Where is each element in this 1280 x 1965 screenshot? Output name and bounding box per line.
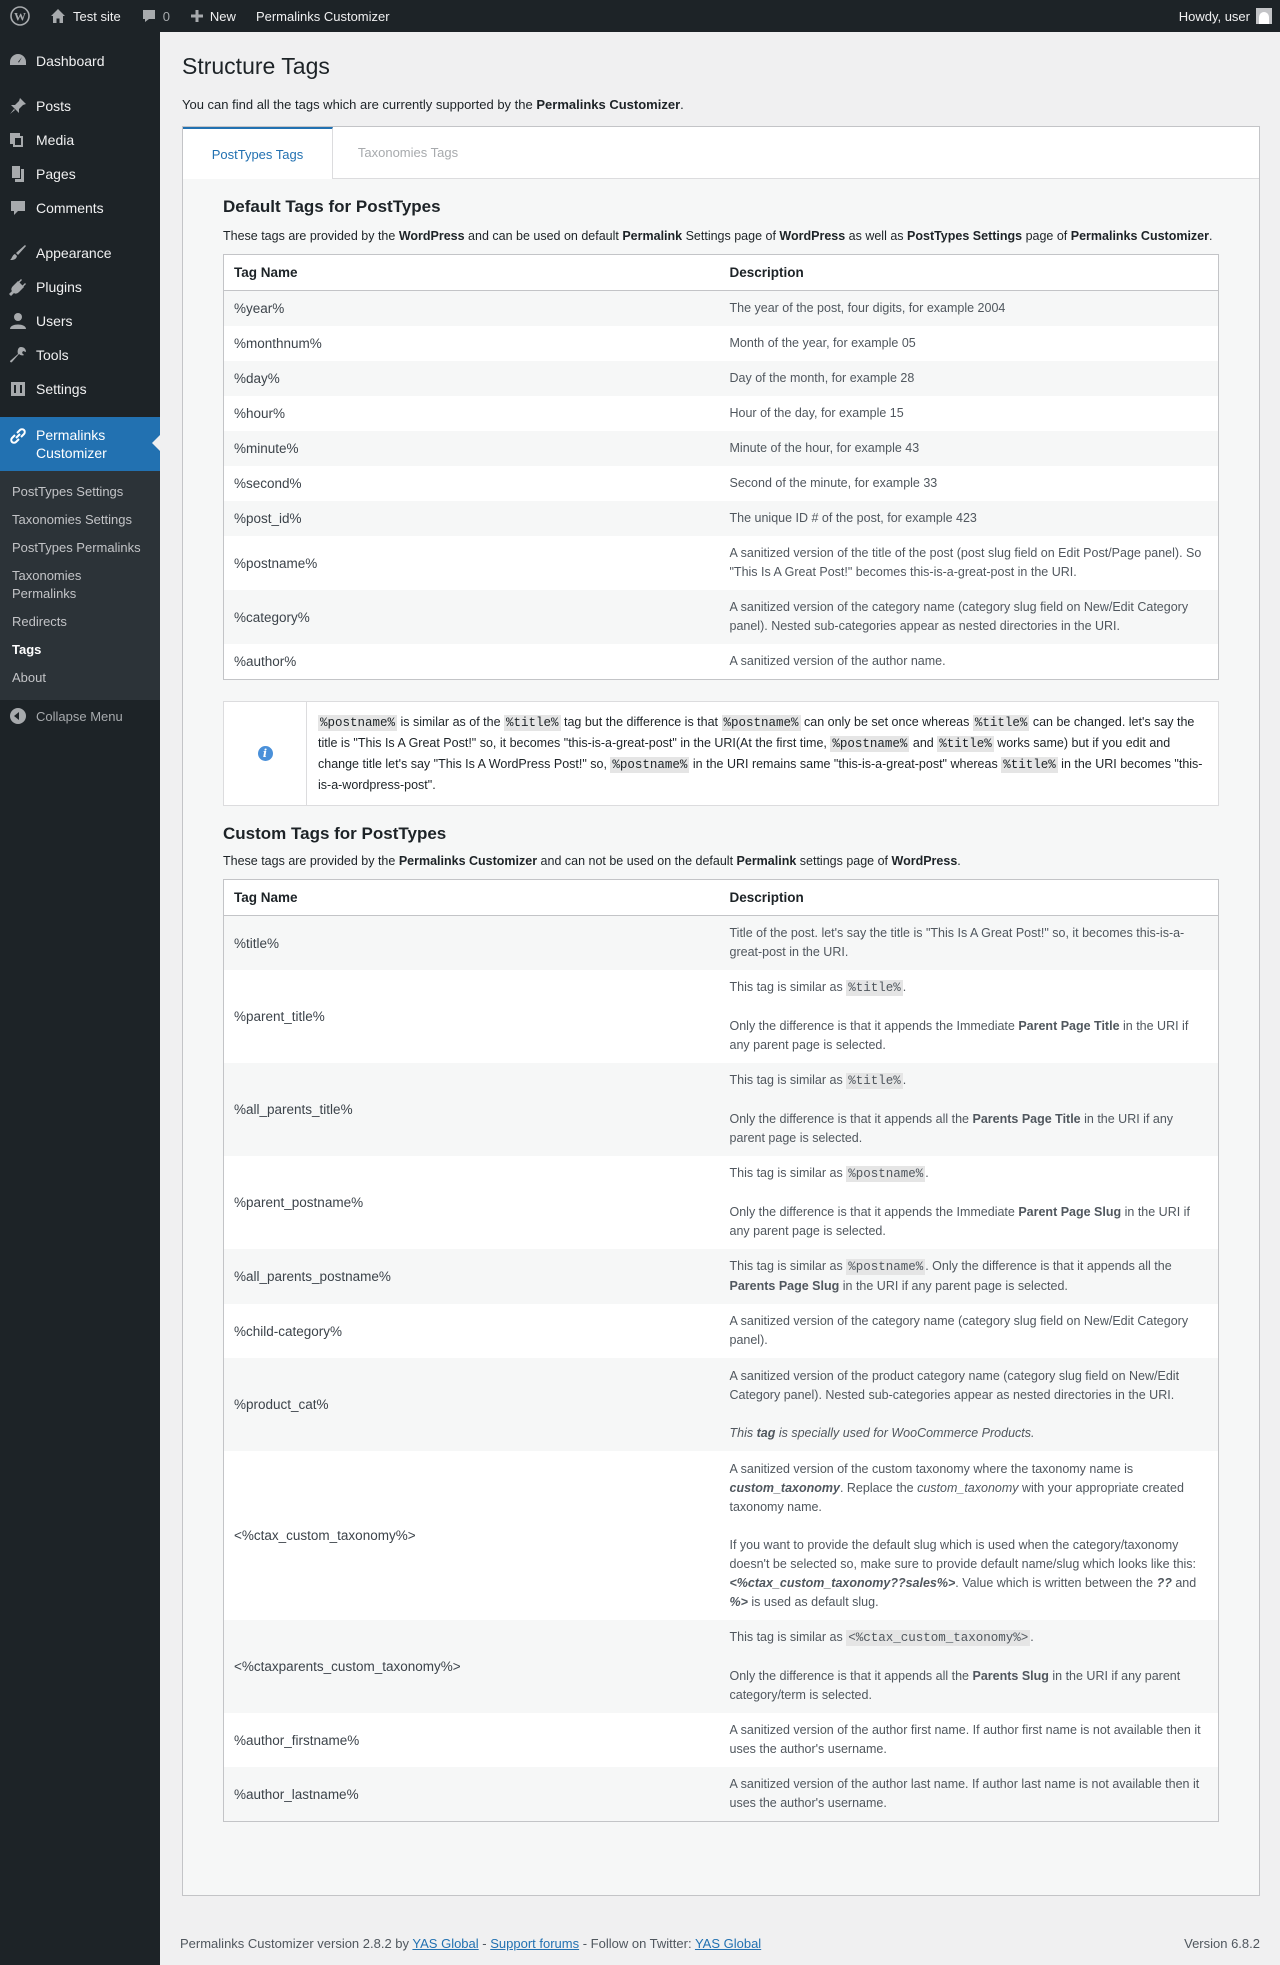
tag-desc-cell: Second of the minute, for example 33 xyxy=(729,476,938,490)
thumbtack-icon xyxy=(8,96,28,116)
menu-separator xyxy=(0,225,160,236)
table-row xyxy=(224,396,1219,431)
yas-global-link[interactable]: YAS Global xyxy=(412,1936,479,1951)
howdy-label: Howdy, user xyxy=(1178,8,1250,24)
desc-bold: Permalinks Customizer xyxy=(1070,229,1209,243)
tag-name-cell: %author_lastname% xyxy=(224,1767,720,1822)
desc-text: in the URI if any parent page is selected. xyxy=(839,1279,1068,1293)
submenu-redirects[interactable]: Redirects xyxy=(12,614,67,629)
table-row xyxy=(224,361,1219,396)
footer-text: - xyxy=(478,1936,491,1951)
menu-comments[interactable] xyxy=(0,191,160,225)
desc-text: in the URI if any parent page is selected. xyxy=(729,1205,1190,1238)
menu-posts[interactable] xyxy=(0,89,160,123)
column-header-description: Description xyxy=(720,880,1219,916)
desc-text: This tag is similar as xyxy=(729,1630,847,1644)
tag-name-cell: %day% xyxy=(224,361,720,396)
tag-desc-cell: A sanitized version of the category name (category slug field on New/Edit Category panel). Nested sub-categories appear as nested directories in the URI. xyxy=(720,590,1219,644)
tag-desc-cell: The year of the post, four digits, for example 2004 xyxy=(720,291,1219,327)
tag-desc-cell: Day of the month, for example 28 xyxy=(720,361,1219,396)
table-row xyxy=(224,501,1219,536)
intro-bold: Permalinks Customizer xyxy=(536,97,681,112)
wordpress-logo-icon[interactable] xyxy=(0,0,40,32)
tab-posttypes-tags[interactable]: PostTypes Tags xyxy=(183,127,333,179)
tag-desc-cell xyxy=(720,1451,1219,1620)
tag-name-cell: %hour% xyxy=(234,406,286,421)
desc-text: Only the difference is that it appends all the xyxy=(729,1669,973,1683)
desc-text: . xyxy=(1030,1630,1034,1644)
media-icon xyxy=(8,130,28,150)
table-row xyxy=(224,1063,1219,1156)
dashboard-icon xyxy=(8,51,28,71)
tag-name-cell: %author% xyxy=(234,654,297,669)
desc-bold: Parents Slug xyxy=(972,1669,1049,1683)
table-row xyxy=(224,536,1219,590)
footer-credit xyxy=(180,1936,761,1951)
tag-desc-cell: A sanitized version of the category name (category slug field on New/Edit Category panel). xyxy=(729,1314,1189,1347)
submenu-taxonomies-permalinks[interactable] xyxy=(0,562,160,608)
desc-text: and can not be used on the default xyxy=(537,854,737,868)
note-fragment: works same) but if you edit and change title let's say "This Is A WordPress Post!" so, xyxy=(318,736,1171,771)
default-tags-description xyxy=(223,227,1219,245)
desc-text: Only the difference is that it appends the Immediate xyxy=(729,1205,1019,1219)
desc-text: This xyxy=(729,1425,757,1440)
menu-settings[interactable] xyxy=(0,372,160,406)
plus-icon xyxy=(190,9,204,23)
menu-appearance[interactable] xyxy=(0,236,160,270)
desc-bold-italic: <%ctax_custom_taxonomy??sales%> xyxy=(729,1575,956,1590)
code-postname: %postname% xyxy=(723,716,799,730)
menu-tools[interactable] xyxy=(0,338,160,372)
tag-name-cell: %parent_postname% xyxy=(234,1195,364,1210)
tag-desc-cell: A sanitized version of the title of the post (post slug field on Edit Post/Page panel). So "This Is A Great Post!" becomes this-is-a-great-post in the URI. xyxy=(729,546,1202,579)
submenu-taxonomies-permalinks-line2: Permalinks xyxy=(12,586,77,601)
new-content-link[interactable] xyxy=(180,0,246,32)
table-row xyxy=(224,916,1219,971)
tag-name-cell: %postname% xyxy=(234,555,318,571)
intro-end: . xyxy=(680,97,684,112)
desc-text: . xyxy=(902,1073,907,1087)
avatar xyxy=(1256,8,1272,24)
note-fragment: in the URI becomes "this-is-a-wordpress-post". xyxy=(318,757,1203,792)
column-header-tag-name: Tag Name xyxy=(224,255,720,291)
desc-text: A sanitized version of the product category name (category slug field on New/Edit Category panel). Nested sub-categories appear as nested directories in the URI. xyxy=(729,1368,1180,1402)
note-fragment: tag but the difference is that xyxy=(560,715,722,729)
custom-tags-heading: Custom Tags for PostTypes xyxy=(223,824,447,843)
tag-name-cell: %child-category% xyxy=(234,1323,343,1339)
desc-italic: custom_taxonomy xyxy=(917,1480,1019,1495)
note-text xyxy=(307,702,1218,805)
submenu-posttypes-permalinks[interactable]: PostTypes Permalinks xyxy=(12,540,141,555)
note-fragment: is similar as of the xyxy=(397,715,504,729)
menu-media-label: Media xyxy=(36,132,75,148)
custom-tags-description xyxy=(223,852,1219,870)
submenu-posttypes-settings[interactable]: PostTypes Settings xyxy=(12,484,124,499)
tag-name-cell: <%ctax_custom_taxonomy%> xyxy=(234,1528,416,1543)
desc-bold: WordPress xyxy=(891,854,958,868)
tags-panel xyxy=(182,126,1260,1896)
tag-desc-cell: A sanitized version of the author name. xyxy=(729,654,946,668)
site-name-label: Test site xyxy=(73,8,121,24)
code-title: %title% xyxy=(974,716,1028,730)
tag-name-cell: %all_parents_postname% xyxy=(224,1249,720,1304)
tag-name-cell: %monthnum% xyxy=(234,336,322,351)
desc-bold: Parent Page Title xyxy=(1018,1019,1120,1033)
desc-bold: tag xyxy=(756,1425,776,1440)
menu-dashboard-label: Dashboard xyxy=(36,53,105,69)
desc-text: This tag is similar as xyxy=(729,980,847,994)
desc-text: This tag is similar as xyxy=(729,1259,847,1273)
menu-permalinks-customizer[interactable] xyxy=(0,417,160,471)
desc-text: . xyxy=(902,980,907,994)
permalinks-customizer-label: Permalinks Customizer xyxy=(255,8,390,24)
code-tag: %postname% xyxy=(848,1167,924,1181)
desc-bold: PostTypes Settings xyxy=(907,229,1023,243)
collapse-menu-button[interactable] xyxy=(0,700,160,732)
code-title: %title% xyxy=(939,737,992,751)
postname-note xyxy=(223,701,1219,806)
desc-text: A sanitized version of the custom taxonomy where the taxonomy name is xyxy=(729,1461,1134,1476)
site-name-link[interactable] xyxy=(40,0,131,32)
menu-current-label-line2: Customizer xyxy=(36,445,107,461)
tag-name-cell: %year% xyxy=(224,291,720,327)
tag-desc-cell: Title of the post. let's say the title is "This Is A Great Post!" so, it becomes this-is-a-great-post in the URI. xyxy=(720,916,1219,971)
desc-text: page of xyxy=(1022,229,1071,243)
table-row xyxy=(224,1304,1219,1358)
current-menu-arrow xyxy=(152,435,160,451)
tag-desc-cell xyxy=(720,1156,1219,1249)
note-fragment: in the URI remains same "this-is-a-great-post" whereas xyxy=(689,757,1002,771)
menu-users-label: Users xyxy=(36,313,73,329)
desc-text: is specially used for WooCommerce Products. xyxy=(775,1425,1035,1440)
code-tag: %title% xyxy=(848,1074,901,1088)
desc-text: in the URI if any parent page is selected. xyxy=(729,1019,1189,1052)
tag-desc-cell xyxy=(720,1358,1219,1451)
tag-name-cell: %title% xyxy=(224,916,720,971)
note-icon-column xyxy=(224,702,307,805)
table-row xyxy=(224,291,1219,327)
desc-bold-italic: %> xyxy=(729,1594,748,1609)
submenu-tags[interactable]: Tags xyxy=(12,642,42,657)
default-tags-table xyxy=(223,254,1219,680)
desc-text: If you want to provide the default slug which is used when the category/taxonomy doesn't be selected so, make sure to provide default name/slug which looks like this: xyxy=(729,1537,1197,1571)
submenu-taxonomies-permalinks-line1: Taxonomies xyxy=(12,568,82,583)
tag-name-cell: %all_parents_title% xyxy=(224,1063,720,1156)
table-row xyxy=(224,1767,1219,1822)
desc-text: settings page of xyxy=(796,854,892,868)
twitter-yas-global-link[interactable]: YAS Global xyxy=(694,1936,762,1951)
desc-text: Only the difference is that it appends all the xyxy=(729,1112,973,1126)
comments-link[interactable] xyxy=(131,0,180,32)
tag-desc-cell xyxy=(720,1620,1219,1713)
desc-bold: Parent Page Slug xyxy=(1018,1205,1122,1219)
new-label: New xyxy=(209,8,236,24)
main-content xyxy=(182,32,1258,1896)
desc-text: These tags are provided by the xyxy=(223,854,399,868)
desc-text: in the URI if any parent page is selected. xyxy=(729,1112,1174,1145)
user-icon xyxy=(8,311,28,331)
note-fragment: can only be set once whereas xyxy=(800,715,973,729)
menu-media[interactable] xyxy=(0,123,160,157)
menu-appearance-label: Appearance xyxy=(36,245,112,261)
table-row xyxy=(224,431,1219,466)
tag-desc-cell xyxy=(720,970,1219,1063)
tag-desc-cell: A sanitized version of the author last name. If author last name is not available then it uses the author's username. xyxy=(720,1767,1219,1822)
desc-text: Only the difference is that it appends the Immediate xyxy=(729,1019,1019,1033)
table-row xyxy=(224,466,1219,501)
code-postname: %postname% xyxy=(320,716,396,730)
desc-bold: Parents Page Title xyxy=(972,1112,1081,1126)
table-row xyxy=(224,1713,1219,1767)
menu-plugins[interactable] xyxy=(0,270,160,304)
tag-name-cell: %author_firstname% xyxy=(234,1732,360,1748)
custom-tags-table xyxy=(223,879,1219,1822)
wordpress-version: Version 6.8.2 xyxy=(1184,1936,1260,1951)
menu-separator xyxy=(0,78,160,89)
page-title: Structure Tags xyxy=(182,53,330,79)
code-postname: %postname% xyxy=(832,737,908,751)
menu-permalinks-customizer-label xyxy=(36,426,107,462)
tag-name-cell: <%ctaxparents_custom_taxonomy%> xyxy=(224,1620,720,1713)
desc-text: Settings page of xyxy=(682,229,780,243)
tag-name-cell: %minute% xyxy=(224,431,720,466)
tab-bar xyxy=(183,127,1259,179)
menu-comments-label: Comments xyxy=(36,200,104,216)
plugin-icon xyxy=(8,277,28,297)
desc-text: as well as xyxy=(845,229,908,243)
tag-name-cell: %parent_title% xyxy=(234,1009,325,1024)
page-intro xyxy=(182,97,1258,112)
admin-footer xyxy=(180,1936,1260,1951)
pages-icon xyxy=(8,164,28,184)
menu-current-label-line1: Permalinks xyxy=(36,427,106,443)
tag-desc-cell xyxy=(720,1063,1219,1156)
comments-icon xyxy=(8,198,28,218)
table-row xyxy=(224,970,1219,1063)
submenu-about[interactable]: About xyxy=(12,670,46,685)
info-icon: i xyxy=(258,746,273,761)
column-header-tag-name: Tag Name xyxy=(224,880,720,916)
code-tag: %postname% xyxy=(848,1260,924,1274)
tag-desc-cell: Month of the year, for example 05 xyxy=(729,336,916,350)
desc-text: . Replace the xyxy=(839,1480,918,1495)
table-header-row xyxy=(224,255,1219,291)
tag-desc-cell: Hour of the day, for example 15 xyxy=(729,406,904,420)
column-header-description: Description xyxy=(720,255,1219,291)
desc-text: . xyxy=(957,854,961,868)
footer-text: Permalinks Customizer version 2.8.2 by xyxy=(180,1936,413,1951)
collapse-arrow-icon xyxy=(10,708,26,724)
note-fragment: and xyxy=(909,736,938,750)
submenu-taxonomies-settings[interactable]: Taxonomies Settings xyxy=(12,512,132,527)
menu-pages-label: Pages xyxy=(36,166,76,182)
code-tag: <%ctax_custom_taxonomy%> xyxy=(848,1631,1029,1645)
table-row xyxy=(224,1620,1219,1713)
desc-text: . xyxy=(1209,229,1213,243)
comment-bubble-icon xyxy=(141,8,157,24)
svg-text:W: W xyxy=(14,9,26,24)
tag-name-cell: %category% xyxy=(224,590,720,644)
tag-desc-cell: Minute of the hour, for example 43 xyxy=(720,431,1219,466)
admin-bar xyxy=(0,0,1280,32)
link-icon xyxy=(8,426,28,446)
table-row xyxy=(224,1451,1219,1620)
tag-desc-cell: A sanitized version of the author first name. If author first name is not available then it uses the author's username. xyxy=(729,1723,1201,1756)
desc-text: in the URI if any parent category/term is selected. xyxy=(729,1669,1181,1702)
desc-bold: Parents Page Slug xyxy=(729,1279,840,1293)
desc-text: This tag is similar as xyxy=(729,1073,847,1087)
tag-desc-cell xyxy=(720,1249,1219,1304)
intro-text: You can find all the tags which are currently supported by the xyxy=(182,97,537,112)
desc-bold: Permalink xyxy=(622,229,683,243)
settings-sliders-icon xyxy=(8,379,28,399)
code-title: %title% xyxy=(506,716,559,730)
admin-menu xyxy=(0,32,160,732)
wrench-icon xyxy=(8,345,28,365)
menu-settings-label: Settings xyxy=(36,381,87,397)
desc-text: with your appropriate created taxonomy name. xyxy=(729,1480,1184,1514)
menu-pages[interactable] xyxy=(0,157,160,191)
desc-bold: WordPress xyxy=(779,229,846,243)
collapse-menu-label: Collapse Menu xyxy=(36,708,123,724)
footer-text: - Follow on Twitter: xyxy=(579,1936,695,1951)
desc-italic xyxy=(730,1426,1035,1440)
menu-posts-label: Posts xyxy=(36,98,72,114)
code-tag: %title% xyxy=(848,981,901,995)
table-header-row xyxy=(224,880,1219,916)
menu-tools-label: Tools xyxy=(36,347,69,363)
my-account-link[interactable] xyxy=(1179,8,1280,24)
home-icon xyxy=(50,8,66,24)
tag-name-cell: %product_cat% xyxy=(224,1358,720,1451)
note-fragment: can be changed. let's say the title is "This Is A Great Post!" so, it becomes "this-is-a-great-post" in the URI(At the first time, xyxy=(318,715,1195,750)
admin-sidebar xyxy=(0,32,160,1965)
desc-bold: Permalink xyxy=(736,854,797,868)
table-row xyxy=(224,326,1219,361)
permalinks-customizer-submenu xyxy=(0,471,160,700)
table-row xyxy=(224,1358,1219,1451)
desc-bold-italic: custom_taxonomy xyxy=(729,1480,840,1495)
table-row xyxy=(224,1156,1219,1249)
desc-text: and xyxy=(1171,1575,1197,1590)
desc-text: is used as default slug. xyxy=(747,1594,879,1609)
menu-users[interactable] xyxy=(0,304,160,338)
tag-name-cell: %second% xyxy=(234,476,302,491)
desc-bold: WordPress xyxy=(398,229,465,243)
menu-plugins-label: Plugins xyxy=(36,279,82,295)
desc-text: . xyxy=(925,1166,929,1180)
comments-count: 0 xyxy=(162,8,170,24)
menu-separator xyxy=(0,406,160,417)
menu-dashboard[interactable] xyxy=(0,44,160,78)
desc-text: These tags are provided by the xyxy=(223,229,399,243)
tag-name-cell: %post_id% xyxy=(224,501,720,536)
desc-text: . Only the difference is that it appends all the xyxy=(925,1259,1172,1273)
desc-bold-italic: ?? xyxy=(1156,1575,1172,1590)
table-row xyxy=(224,1249,1219,1304)
desc-bold: Permalinks Customizer xyxy=(398,854,538,868)
support-forums-link[interactable]: Support forums xyxy=(490,1936,580,1951)
desc-text: This tag is similar as xyxy=(729,1166,847,1180)
paintbrush-icon xyxy=(8,243,28,263)
tab-taxonomies-tags[interactable]: Taxonomies Tags xyxy=(357,145,459,160)
permalinks-customizer-link[interactable] xyxy=(246,0,400,32)
default-tags-heading: Default Tags for PostTypes xyxy=(223,197,441,216)
tag-desc-cell: The unique ID # of the post, for example 423 xyxy=(720,501,1219,536)
table-row xyxy=(224,644,1219,680)
table-row xyxy=(224,590,1219,644)
tab-content xyxy=(183,179,1259,1895)
desc-text: . Value which is written between the xyxy=(955,1575,1157,1590)
code-postname: %postname% xyxy=(612,758,688,772)
code-title: %title% xyxy=(1003,758,1056,772)
desc-text: and can be used on default xyxy=(464,229,623,243)
